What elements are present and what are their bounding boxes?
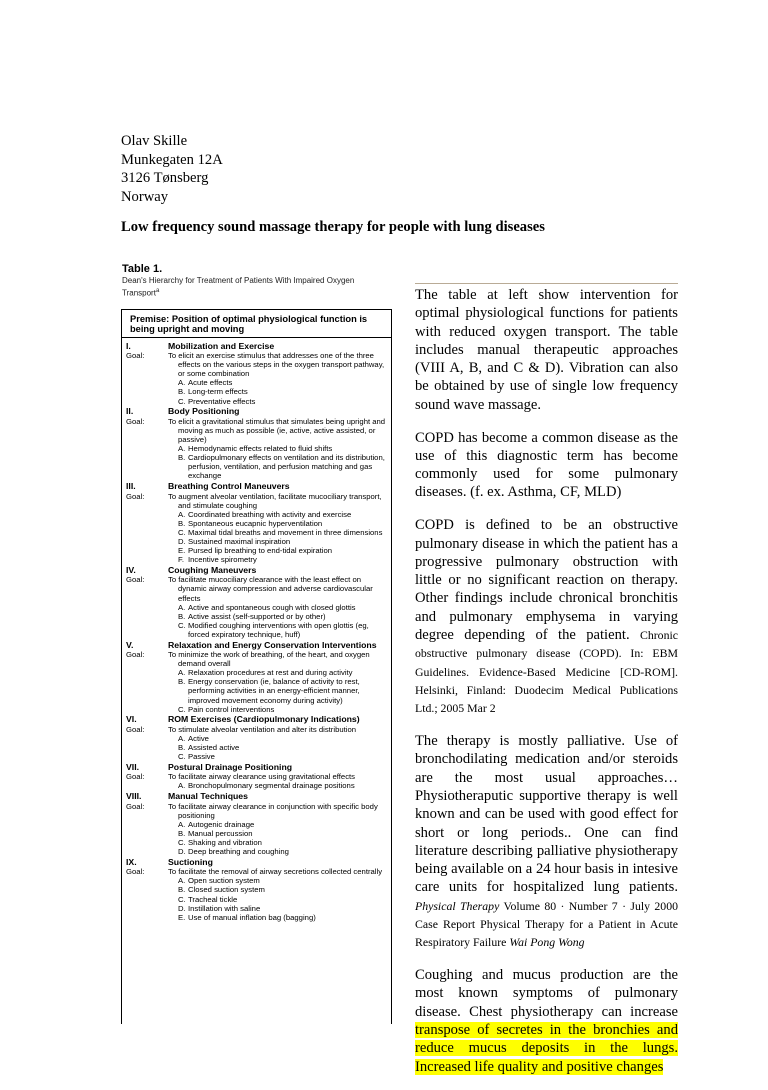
- table-subtitle-line2: Transport: [122, 288, 156, 298]
- section-heading: [126, 858, 388, 868]
- goal-text: To elicit a gravitational stimulus that simulates being upright and moving as much as possible (ie, active, active assisted, or passive): [168, 416, 386, 444]
- item-letter: A.: [178, 378, 186, 388]
- goal-item: [168, 743, 388, 752]
- section-number: VIII.: [126, 791, 142, 801]
- item-letter: D.: [178, 847, 186, 857]
- item-text: Maximal tidal breaths and movement in three dimensions: [188, 527, 383, 537]
- goal-item: [168, 387, 388, 396]
- section-title: Relaxation and Energy Conservation Interventions: [168, 639, 377, 650]
- item-text: Acute effects: [188, 378, 233, 388]
- section-title: Suctioning: [168, 856, 213, 867]
- goal-item: [168, 397, 388, 406]
- item-text: Use of manual inflation bag (bagging): [188, 912, 316, 922]
- hierarchy-table: [121, 309, 392, 1024]
- goal-item: [168, 847, 388, 856]
- table-caption: [122, 263, 394, 299]
- item-letter: A.: [178, 733, 186, 743]
- goal-item: [168, 453, 388, 480]
- item-text: Relaxation procedures at rest and during activity: [188, 668, 353, 678]
- item-letter: A.: [178, 509, 186, 519]
- goal-body: [168, 351, 388, 406]
- item-letter: A.: [178, 444, 186, 454]
- highlighted-text: transpose of secretes in the bronchies and reduce mucus deposits in the lungs. Increased life quality and positive changes: [415, 1021, 678, 1075]
- section-goal: [126, 575, 388, 639]
- paragraph-therapy-text: The therapy is mostly palliative. Use of bronchodilating medication and/or steroids are the most usual approaches… Physiotheraputic supportive therapy is well known and can be used with good effect for short or long periods.. One can find literature describing palliative physiotherapy being available on a 24 hour basis in intesive care units for hospitalized lung patients.: [415, 733, 678, 896]
- section-heading: [126, 715, 388, 725]
- section-heading: [126, 763, 388, 773]
- item-text: Cardiopulmonary effects on ventilation and its distribution, perfusion, ventilation, and perfusion matching and gas exchange: [188, 453, 385, 481]
- goal-item: [168, 555, 388, 564]
- section-title: ROM Exercises (Cardiopulmonary Indications): [168, 714, 360, 725]
- item-text: Modified coughing interventions with open glottis (eg, forced expiratory technique, huff): [188, 620, 369, 639]
- goal-text: To facilitate mucociliary clearance with the least effect on dynamic airway compression and adverse cardiovascular effects: [168, 575, 373, 603]
- section-goal: [126, 772, 388, 790]
- item-letter: B.: [178, 387, 186, 397]
- item-text: Long-term effects: [188, 387, 248, 397]
- section-number: IV.: [126, 564, 136, 575]
- goal-text: To facilitate the removal of airway secretions collected centrally: [168, 867, 383, 877]
- section-number: IX.: [126, 856, 137, 867]
- item-text: Spontaneous eucapnic hyperventilation: [188, 518, 323, 528]
- section-goal: [126, 650, 388, 714]
- goal-body: [168, 725, 388, 761]
- section-heading: [126, 641, 388, 651]
- goal-item: [168, 378, 388, 387]
- document-title: Low frequency sound massage therapy for people with lung diseases: [121, 219, 545, 235]
- item-text: Manual percussion: [188, 828, 253, 838]
- item-letter: B.: [178, 885, 186, 895]
- paragraph-table-intro: The table at left show intervention for optimal physiological functions for patients with reduced oxygen transport. The table includes manual therapeutic approaches (VIII A, B, and C & D). Vibration can also be obtained by use of single low frequency sound wave massage.: [415, 287, 678, 413]
- goal-label: Goal:: [126, 416, 145, 426]
- section-goal: [126, 492, 388, 565]
- goal-label: Goal:: [126, 867, 145, 877]
- goal-item: [168, 677, 388, 704]
- section-goal: [126, 725, 388, 761]
- item-letter: C.: [178, 620, 186, 630]
- item-text: Pain control interventions: [188, 704, 275, 714]
- item-text: Instillation with saline: [188, 903, 261, 913]
- table-section: [126, 763, 388, 791]
- item-text: Bronchopulmonary segmental drainage positions: [188, 781, 355, 791]
- goal-item: [168, 668, 388, 677]
- item-text: Autogenic drainage: [188, 819, 255, 829]
- section-goal: [126, 867, 388, 922]
- goal-item: [168, 734, 388, 743]
- goal-label: Goal:: [126, 575, 145, 585]
- address-country: Norway: [121, 188, 169, 205]
- item-text: Active: [188, 733, 209, 743]
- section-number: VI.: [126, 714, 137, 725]
- paragraph-coughing-text: Coughing and mucus production are the most known symptoms of pulmonary disease. Chest physiotherapy can increase: [415, 967, 678, 1020]
- table-section: [126, 641, 388, 714]
- goal-body: [168, 417, 388, 481]
- goal-text: To augment alveolar ventilation, facilitate mucociliary transport, and stimulate coughing: [168, 491, 382, 510]
- goal-item: [168, 820, 388, 829]
- item-letter: A.: [178, 781, 186, 791]
- goal-text: To facilitate airway clearance in conjunction with specific body positioning: [168, 801, 378, 820]
- table-section: [126, 566, 388, 639]
- item-text: Tracheal tickle: [188, 894, 238, 904]
- goal-body: [168, 492, 388, 565]
- goal-body: [168, 867, 388, 922]
- goal-item: [168, 519, 388, 528]
- goal-text: To stimulate alveolar ventilation and alter its distribution: [168, 724, 357, 734]
- section-heading: [126, 482, 388, 492]
- goal-item: [168, 885, 388, 894]
- section-heading: [126, 566, 388, 576]
- column-rule: [415, 283, 678, 284]
- item-letter: A.: [178, 668, 186, 678]
- table-subtitle: [122, 276, 394, 299]
- paragraph-coughing: [415, 966, 678, 1076]
- table-sections: [122, 338, 391, 922]
- section-goal: [126, 802, 388, 857]
- goal-item: [168, 528, 388, 537]
- goal-item: [168, 838, 388, 847]
- goal-label: Goal:: [126, 772, 145, 782]
- goal-body: [168, 772, 388, 790]
- item-text: Energy conservation (ie, balance of activity to rest, performing activities in an energy-efficient manner, improved movement economy during activity): [188, 677, 360, 705]
- section-title: Manual Techniques: [168, 791, 248, 801]
- item-text: Pursed lip breathing to end-tidal expiration: [188, 546, 333, 556]
- item-letter: B.: [178, 518, 186, 528]
- item-text: Hemodynamic effects related to fluid shifts: [188, 444, 333, 454]
- goal-body: [168, 575, 388, 639]
- address-city: 3126 Tønsberg: [121, 170, 209, 186]
- goal-label: Goal:: [126, 724, 145, 734]
- citation-details: Volume 80 · Number 7 · July 2000 Case Report Physical Therapy for a Patient in Acute Respiratory Failure: [415, 898, 678, 950]
- section-heading: [126, 342, 388, 352]
- table-section: [126, 407, 388, 480]
- body-column: [415, 286, 678, 1090]
- item-text: Assisted active: [188, 743, 240, 753]
- goal-item: [168, 752, 388, 761]
- goal-item: [168, 612, 388, 621]
- item-text: Deep breathing and coughing: [188, 847, 289, 857]
- goal-item: [168, 904, 388, 913]
- goal-item: [168, 913, 388, 922]
- paragraph-copd-definition-text: COPD is defined to be an obstructive pulmonary disease in which the patient has a progressive pulmonary obstruction with little or no significant reaction on therapy. Other findings include chronical bronchitis and pulmonary emphysema in varying degree depending of the patient.: [415, 517, 678, 644]
- goal-label: Goal:: [126, 491, 145, 501]
- section-number: VII.: [126, 761, 140, 772]
- section-number: V.: [126, 639, 134, 650]
- item-text: Preventative effects: [188, 396, 256, 406]
- goal-item: [168, 546, 388, 555]
- goal-text: To elicit an exercise stimulus that addresses one of the three effects on the various steps in the oxygen transport pathway, or some combination: [168, 351, 385, 379]
- goal-text: To minimize the work of breathing, of the heart, and oxygen demand overall: [168, 650, 370, 669]
- table-section: [126, 858, 388, 922]
- table-subtitle-footnote-mark: a: [155, 288, 160, 294]
- goal-item: [168, 621, 388, 639]
- item-text: Coordinated breathing with activity and exercise: [188, 509, 352, 519]
- item-text: Open suction system: [188, 876, 260, 886]
- item-letter: B.: [178, 677, 186, 687]
- goal-item: [168, 829, 388, 838]
- goal-item: [168, 895, 388, 904]
- goal-body: [168, 650, 388, 714]
- item-letter: D.: [178, 903, 186, 913]
- citation-journal: Physical Therapy: [415, 898, 500, 913]
- table-premise: Premise: Position of optimal physiological function is being upright and moving: [122, 310, 391, 338]
- item-letter: A.: [178, 876, 186, 886]
- goal-item: [168, 781, 388, 790]
- citation-author: Wai Pong Wong: [509, 935, 585, 950]
- item-letter: C.: [178, 396, 186, 406]
- item-letter: C.: [178, 527, 186, 537]
- section-number: III.: [126, 480, 136, 491]
- paragraph-copd-definition: [415, 516, 678, 717]
- table-section: [126, 715, 388, 761]
- table-label: Table 1.: [122, 263, 163, 275]
- item-letter: A.: [178, 819, 186, 829]
- goal-item: [168, 876, 388, 885]
- goal-label: Goal:: [126, 351, 145, 361]
- item-text: Active assist (self-supported or by other): [188, 611, 326, 621]
- item-letter: D.: [178, 536, 186, 546]
- item-text: Shaking and vibration: [188, 837, 262, 847]
- item-text: Incentive spirometry: [188, 555, 257, 565]
- item-text: Passive: [188, 752, 215, 762]
- item-letter: C.: [178, 837, 186, 847]
- item-text: Closed suction system: [188, 885, 265, 895]
- goal-item: [168, 510, 388, 519]
- item-letter: C.: [178, 704, 186, 714]
- item-letter: C.: [178, 894, 186, 904]
- section-title: Mobilization and Exercise: [168, 340, 275, 351]
- goal-body: [168, 802, 388, 857]
- section-number: I.: [126, 340, 131, 351]
- table-section: [126, 792, 388, 856]
- item-letter: E.: [178, 546, 186, 556]
- section-title: Breathing Control Maneuvers: [168, 480, 290, 491]
- item-letter: B.: [178, 828, 186, 838]
- table-section: [126, 342, 388, 406]
- section-goal: [126, 351, 388, 406]
- citation-ebm: Chronic obstructive pulmonary disease (COPD). In: EBM Guidelines. Evidence-Based Medicine [CD-ROM]. Helsinki, Finland: Duodecim Medical Publications Ltd.; 2005 Mar 2: [415, 628, 678, 716]
- goal-item: [168, 603, 388, 612]
- section-heading: [126, 407, 388, 417]
- goal-item: [168, 537, 388, 546]
- address-block: [121, 132, 223, 206]
- item-letter: B.: [178, 453, 186, 463]
- section-goal: [126, 417, 388, 481]
- item-letter: F.: [178, 555, 184, 565]
- table-subtitle-line1: Dean's Hierarchy for Treatment of Patients With Impaired Oxygen: [122, 276, 355, 285]
- paragraph-therapy: [415, 732, 678, 952]
- item-letter: B.: [178, 611, 186, 621]
- item-text: Sustained maximal inspiration: [188, 536, 291, 546]
- table-section: [126, 482, 388, 564]
- goal-text: To facilitate airway clearance using gravitational effects: [168, 772, 356, 782]
- section-title: Coughing Maneuvers: [168, 564, 257, 575]
- item-letter: B.: [178, 743, 186, 753]
- address-street: Munkegaten 12A: [121, 151, 223, 168]
- section-title: Body Positioning: [168, 406, 240, 417]
- section-number: II.: [126, 406, 134, 417]
- goal-label: Goal:: [126, 650, 145, 660]
- goal-item: [168, 444, 388, 453]
- item-letter: A.: [178, 602, 186, 612]
- item-text: Active and spontaneous cough with closed glottis: [188, 602, 356, 612]
- goal-item: [168, 705, 388, 714]
- paragraph-copd-common: COPD has become a common disease as the use of this diagnostic term has become commonly used for some pulmonary diseases. (f. ex. Asthma, CF, MLD): [415, 429, 678, 501]
- section-heading: [126, 792, 388, 802]
- section-title: Postural Drainage Positioning: [168, 761, 293, 772]
- citation-physical-therapy: [415, 899, 678, 950]
- item-letter: C.: [178, 752, 186, 762]
- item-letter: E.: [178, 912, 186, 922]
- goal-label: Goal:: [126, 801, 145, 811]
- address-name: Olav Skille: [121, 133, 188, 149]
